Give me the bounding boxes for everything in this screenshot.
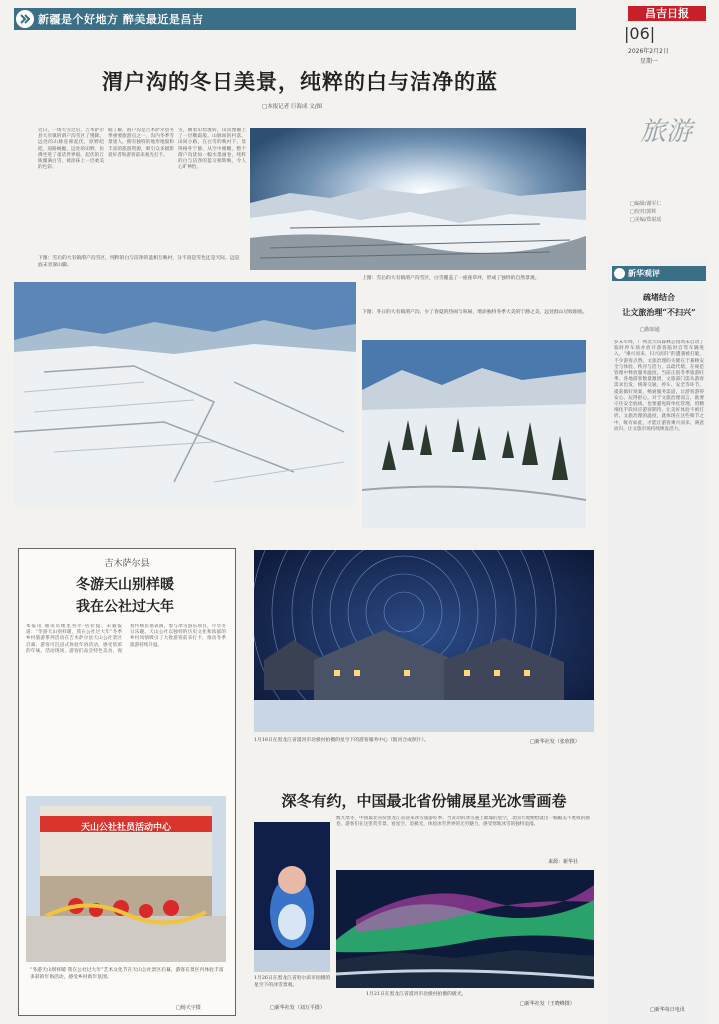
side-body: 岁末年终，广州北大山森林公园周末启动了临时停车场并放开游客临时自驾车辆进入，“乘兴而来、扫兴而归”的遭遇被打破，不少游客点赞。文旅治理的关键在于兼顾安全与体验、秩序与活力，以疏代堵，在规范管理中释放服务温度。当前正值冬季旅游旺季，各地游客数量激增，文旅部门需从游客需求出发，统筹交通、停车、安全等环节，提前做好预案，畅通服务渠道，让游客游得安心、玩得舒心。对于文旅治理而言，既要守住安全底线，也要避免简单化管理，用精细化手段回应游客期待，让美好体验不被打折。文旅治理的温度，就体现在这些细节之中，唯有如此，才能让游客乘兴而来、满意而归，让文旅市场持续焕发活力。 [614,340,704,432]
editor-line: □美编/郑琨瑶 [630,217,662,223]
commune-sign-text: 天山公社社员活动中心 [80,823,171,833]
feature-credit-3: □新华社发（王晓峰摄） [520,1001,575,1007]
photo-starry-lodge [254,550,594,732]
photo-aurora [336,870,594,988]
side-header-arrow-icon [614,268,625,279]
side-source: □新华每日电讯 [650,1007,685,1013]
side-author: □陈如通 [640,327,660,333]
issue-weekday: 星期一 [640,58,659,65]
page-number: |06| [624,24,656,43]
caption-top-right: 上图：雪后的大有镇渭户沟雪区，白雪覆盖了一座座草坪，形成了独特的自然景观。 [362,276,540,281]
caption-top-left: 下图：雪后的大有镇渭户沟雪区，纯粹的白与洁净的蓝相互映衬，分不清是雪色还是天际，远是底末旁深山脚。 [38,256,240,268]
feature-credit-2: □新华社发（刘万平摄） [270,1005,325,1011]
feature-caption-3: 1月21日在黑龙江省漠河市北极村拍摄的极光。 [366,992,467,997]
feature-title: 深冬有约，中国最北省份铺展星光冰雪画卷 [281,792,567,810]
box-title-line2: 我在公社过大年 [76,599,174,615]
article-body-col2: 据了解，渭户沟是吉木萨尔县冬季重要旅游点之一，沟内冬季雪景迷人，拥有独特的地形地貌和丰富的旅游资源，吸引众多摄影爱好者和游客前来观光打卡。 [108,128,174,158]
byline: □本报记者 巨海成 文/图 [262,104,323,110]
photo-snow-trees [362,340,586,528]
feature-source: 来源：新华社 [548,859,579,865]
article-body-col3: 雪，顺着山势流转，山顶像撒上了一层糖霜般。山脉间的村落、田间小路，在白雪的映衬下，显得格外宁静。从空中俯瞰，整个渭户沟犹如一幅水墨画卷，纯粹的白与洁净的蓝交相辉映，令人心旷神怡。 [178,128,246,171]
box-subtitle: 吉木萨尔县 [104,559,150,569]
paper-name: 昌吉日报 [628,6,706,21]
photo-matryoshka-night [254,822,330,972]
caption-mid-right: 下图：冬日的大有镇渭户沟，少了春夏的热闹与喧闹，增添独特冬季大美的宁静之美，远处群山尽收眼底。 [362,310,588,315]
band-text: 新疆是个好地方 醉美最近是昌吉 [38,13,204,26]
issue-date: 2026年2月2日 [628,48,669,55]
box-body: 本报讯 通讯员地里努尔·居拉提、宋毅报道：“冬游天山别样暖，我在公社过大年”冬季乡村旅游系列活动在吉木萨尔县天山公社景区启幕，游客可沉浸式体验年俗活动，感受浓浓的年味。活动现场，游客们品尝特色美食，观看传统民俗表演，参与冰雪游乐项目，尽享冬日乐趣。天山公社以独特的历史文化和浓郁的乡村风情吸引了大批游客前来打卡，推动冬季旅游持续升温。 [26,624,226,654]
side-title-line2: 让文旅治理“不扫兴” [622,307,696,317]
feature-caption-1: 1月18日在黑龙江省漠河市北极村拍摄的星空下的游客服务中心（银河合成照片）。 [254,738,429,743]
feature-caption-2: 1月26日在黑龙江省哈尔滨市拍摄的星空下的冰雪景观。 [254,976,331,988]
box-title-line1: 冬游天山别样暖 [76,577,174,593]
feature-credit-1: □新华社发（张欣摄） [530,739,580,745]
section-calligraphy: 旅游 [639,117,692,147]
side-column-label: 新华观评 [628,269,660,278]
page-headline: 渭户沟的冬日美景，纯粹的白与洁净的蓝 [102,69,498,94]
feature-body: 数九寒冬，中国最北省份黑龙江省迎来冰雪旅游旺季。当灵动的冰雪遇上璀璨的星空，北国大地便绘就出一幅幅美不胜收的画卷。游客们在这里赏雪景、看星空、追极光，体验冰雪世界的无穷魅力，感受寒地冰雪的独特浪漫。 [336,816,590,828]
photo-snow-valley-sun [250,128,586,270]
article-body-col1: 近日，一场大雪过后，吉木萨尔县大有镇的渭户沟雪区了慢降。远处的山脉连绵起伏，原野皑皑，道路蜿蜒，远处的田野，仿佛坐进了童话世界般。起伏的丘陵覆满白雪，被涂抹上一层柔美的色彩。 [38,128,104,171]
photo-snow-fields [14,282,356,506]
editor-line: □校对/郭辉 [630,209,657,215]
band-tag-icon [16,10,34,28]
box-credit: □杨天宇摄 [176,1005,201,1011]
box-caption: “冬游天山别样暖 我在公社过大年”艺术文化节在天山公社景区启幕，游客在景区内体验丰富多彩的年俗活动，感受乡村新年氛围。 [30,968,224,980]
editor-credits [630,200,661,224]
editor-line: □编辑/谢军仁 [630,201,662,207]
side-title-line1: 疏堵结合 [643,292,675,302]
